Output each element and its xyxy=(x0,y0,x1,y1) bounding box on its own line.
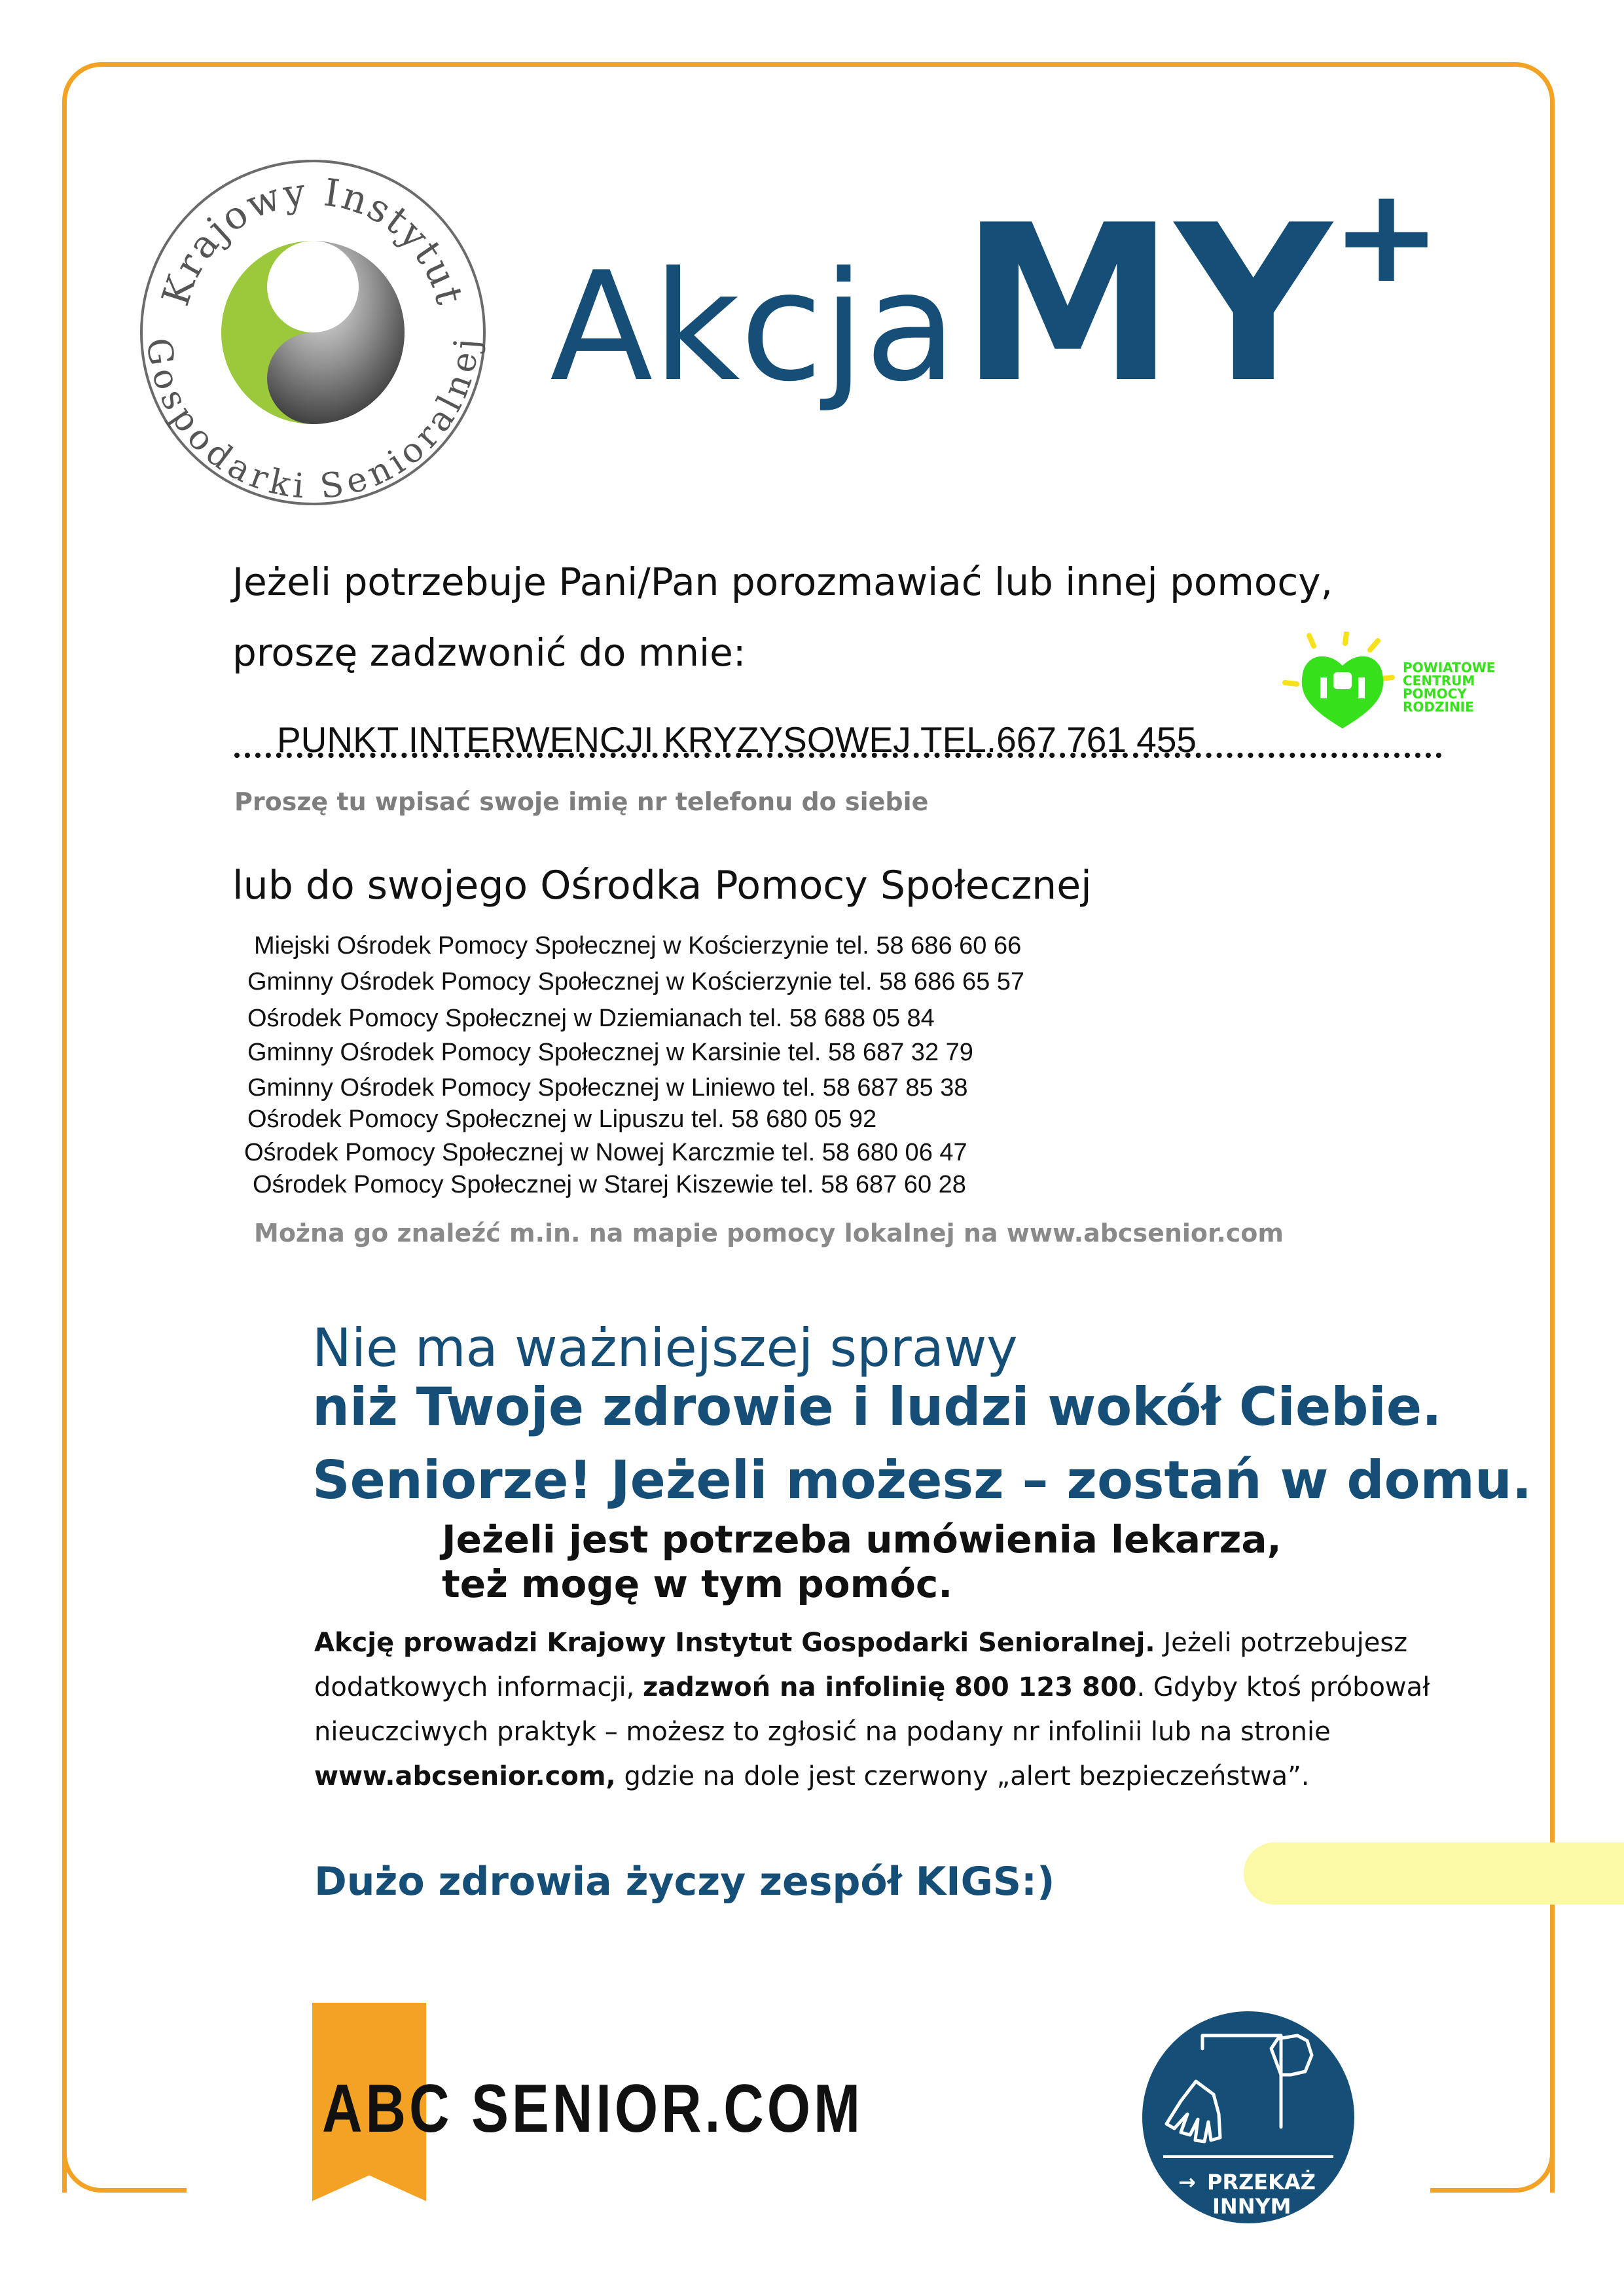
kigs-ring-top: Krajowy Instytut xyxy=(153,169,473,311)
intro-text xyxy=(232,547,1333,688)
ops-heading: lub do swojego Ośrodka Pomocy Społecznej xyxy=(232,863,1092,908)
doctor-line-2: też mogę w tym pomóc. xyxy=(442,1562,953,1606)
contact-dotted-line xyxy=(234,753,1442,758)
ops-item: Ośrodek Pomocy Społecznej w Dziemianach tel. 58 688 05 84 xyxy=(247,1005,935,1032)
pcpr-logo xyxy=(1280,632,1522,736)
contact-hint: Proszę tu wpisać swoje imię nr telefonu do siebie xyxy=(234,787,929,816)
przekaz-line-1: PRZEKAŻ xyxy=(1207,2170,1316,2195)
page-frame-corner-right xyxy=(1430,2127,1555,2193)
title-akcja: Akcja xyxy=(550,240,957,415)
abc-logo-text: ABC SENIOR.COM xyxy=(322,2071,863,2147)
ops-item: Gminny Ośrodek Pomocy Społecznej w Liniewo tel. 58 687 85 38 xyxy=(247,1074,968,1102)
ops-item: Miejski Ośrodek Pomocy Społecznej w Kościerzynie tel. 58 686 60 66 xyxy=(254,932,1022,960)
map-note: Można go znaleźć m.in. na mapie pomocy lokalnej na www.abcsenior.com xyxy=(254,1219,1284,1247)
yellow-highlight xyxy=(1244,1842,1624,1905)
info-l2-bold: zadzwoń na infolinię 800 123 800 xyxy=(643,1672,1137,1702)
pcpr-line-4: RODZINIE xyxy=(1403,699,1474,715)
ops-item: Ośrodek Pomocy Społecznej w Starej Kiszewie tel. 58 687 60 28 xyxy=(253,1171,966,1198)
info-l2-pre: dodatkowych informacji, xyxy=(314,1672,643,1702)
doctor-note xyxy=(442,1517,1282,1606)
wish-text: Dużo zdrowia życzy zespół KIGS:) xyxy=(314,1859,1055,1905)
info-l1-rest: Jeżeli potrzebujesz xyxy=(1155,1628,1408,1658)
kigs-ring-bottom: Gospodarki Senioralnej xyxy=(138,335,487,507)
headline-line-2: niż Twoje zdrowie i ludzi wokół Ciebie. xyxy=(312,1376,1442,1437)
ops-item: Ośrodek Pomocy Społecznej w Nowej Karczmie tel. 58 680 06 47 xyxy=(244,1139,967,1166)
info-l3: nieuczciwych praktyk – możesz to zgłosić na podany nr infolinii lub na stronie xyxy=(314,1717,1331,1747)
headline-line-1: Nie ma ważniejszej sprawy xyxy=(312,1318,1018,1378)
title-my: MY xyxy=(960,179,1332,430)
info-l2-rest: . Gdyby ktoś próbował xyxy=(1136,1672,1430,1702)
page-frame-corner-left xyxy=(62,2127,187,2193)
info-paragraph xyxy=(314,1621,1430,1799)
info-l4-bold: www.abcsenior.com, xyxy=(314,1761,616,1791)
przekaz-line-2: INNYM xyxy=(1212,2194,1291,2219)
ops-item: Gminny Ośrodek Pomocy Społecznej w Karsinie tel. 58 687 32 79 xyxy=(247,1039,973,1066)
title-plus: + xyxy=(1331,160,1441,312)
ops-item: Gminny Ośrodek Pomocy Społecznej w Kościerzynie tel. 58 686 65 57 xyxy=(247,968,1025,996)
przekaz-innym-badge xyxy=(1140,2009,1356,2225)
intro-line-1: Jeżeli potrzebuje Pani/Pan porozmawiać lub innej pomocy, xyxy=(232,560,1333,604)
kigs-logo xyxy=(136,156,490,509)
headline-line-3: Seniorze! Jeżeli możesz – zostań w domu. xyxy=(312,1450,1532,1511)
intro-line-2: proszę zadzwonić do mnie: xyxy=(232,630,746,675)
contact-filled-in: PUNKT INTERWENCJI KRYZYSOWEJ TEL.667 761 455 xyxy=(277,719,1197,760)
doctor-line-1: Jeżeli jest potrzeba umówienia lekarza, xyxy=(442,1517,1282,1562)
pcpr-line-1: POWIATOWE xyxy=(1403,660,1496,675)
page-title xyxy=(550,160,1441,430)
arrow-right-icon: → xyxy=(1178,2170,1196,2195)
svg-text:Krajowy Instytut xyxy=(153,170,473,311)
info-l1-bold: Akcję prowadzi Krajowy Instytut Gospodarki Senioralnej. xyxy=(314,1628,1155,1658)
ops-item: Ośrodek Pomocy Społecznej w Lipuszu tel. 58 680 05 92 xyxy=(247,1105,877,1133)
info-l4-rest: gdzie na dole jest czerwony „alert bezpieczeństwa”. xyxy=(615,1761,1310,1791)
pcpr-line-3: POMOCY xyxy=(1403,686,1467,702)
pcpr-line-2: CENTRUM xyxy=(1403,673,1475,689)
